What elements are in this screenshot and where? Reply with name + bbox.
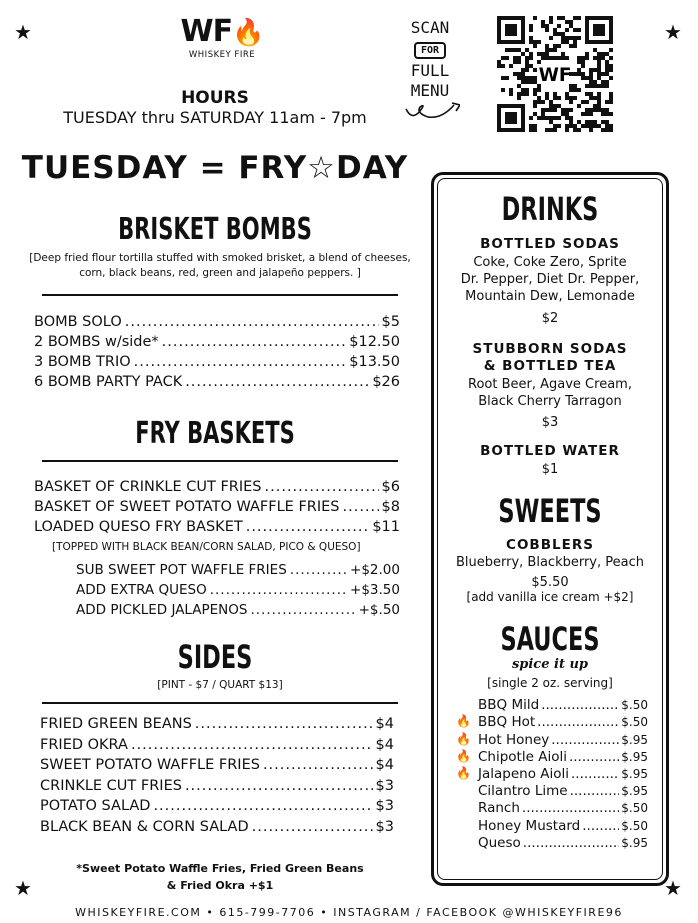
item-name: BBQ Mild (478, 697, 540, 713)
item-name: Ranch (478, 800, 520, 816)
scan-line: FOR (414, 42, 446, 59)
item-price: $.95 (621, 836, 648, 850)
item-name: Queso (478, 835, 521, 851)
item-name: BOMB SOLO (34, 314, 122, 330)
sweets-price: $5.50 (531, 575, 569, 590)
addon-item (76, 580, 400, 600)
item-name: FRIED OKRA (40, 737, 128, 753)
star-icon: ★ (14, 20, 32, 44)
drinks-subtitle: BOTTLED WATER (480, 443, 620, 459)
sweets-line: Blueberry, Blackberry, Peach (455, 555, 644, 570)
scan-line: MENU (410, 81, 450, 100)
item-name: Honey Mustard (478, 818, 581, 834)
sauce-item (478, 766, 648, 783)
sauce-item (478, 732, 648, 749)
item-price: $5 (381, 314, 400, 330)
section-title-drinks: DRINKS (501, 190, 599, 228)
flame-icon: 🔥 (456, 749, 471, 763)
drinks-subtitle: & BOTTLED TEA (483, 358, 617, 374)
drinks-price: $1 (541, 462, 559, 477)
flame-icon: 🔥 (456, 766, 471, 780)
addon-item (76, 600, 400, 620)
item-price: $.50 (621, 819, 648, 833)
sauces-note: [single 2 oz. serving] (487, 676, 613, 690)
menu-item (40, 735, 394, 755)
drinks-subtitle: BOTTLED SODAS (480, 236, 620, 252)
item-name: CRINKLE CUT FRIES (40, 778, 182, 794)
item-price: $.50 (621, 698, 648, 712)
sweets-subtitle: COBBLERS (506, 537, 594, 553)
item-price: $.95 (621, 750, 648, 764)
scan-prompt (398, 18, 462, 128)
scan-line: FULL (410, 61, 450, 80)
menu-item (40, 776, 394, 796)
item-name: SWEET POTATO WAFFLE FRIES (40, 757, 260, 773)
item-name: Hot Honey (478, 732, 550, 748)
brisket-description: corn, black beans, red, green and jalapeño peppers. ] (79, 267, 361, 279)
item-price: +$3.50 (350, 582, 400, 598)
item-price: $.95 (621, 733, 648, 747)
drinks-price: $3 (541, 415, 559, 430)
sauce-item (478, 697, 648, 714)
item-name: SUB SWEET POT WAFFLE FRIES (76, 562, 287, 578)
item-name: FRIED GREEN BEANS (40, 716, 192, 732)
item-name: BBQ Hot (478, 714, 536, 730)
star-icon: ★ (14, 876, 32, 900)
item-name: BASKET OF CRINKLE CUT FRIES (34, 479, 262, 495)
star-icon: ★ (664, 20, 682, 44)
section-title-sweets: SWEETS (498, 492, 602, 530)
menu-item (34, 497, 400, 517)
headline: TUESDAY = FRY☆DAY (21, 150, 409, 186)
sauce-item (478, 783, 648, 800)
drinks-line: Dr. Pepper, Diet Dr. Pepper, (460, 272, 640, 287)
flame-icon: 🔥 (232, 18, 264, 48)
item-name: BASKET OF SWEET POTATO WAFFLE FRIES (34, 499, 340, 515)
item-price: $8 (381, 499, 400, 515)
item-price: $.50 (621, 801, 648, 815)
sweets-note: [add vanilla ice cream +$2] (466, 590, 634, 604)
item-price: $11 (372, 519, 400, 535)
curly-arrow-icon (400, 101, 460, 123)
item-price: $4 (375, 716, 394, 732)
item-price: $3 (375, 778, 394, 794)
item-price: +$2.00 (350, 562, 400, 578)
section-title-brisket: BRISKET BOMBS (118, 212, 312, 247)
item-name: Chipotle Aioli (478, 749, 567, 765)
item-price: $4 (375, 737, 394, 753)
star-icon: ★ (664, 876, 682, 900)
sides-footnote: *Sweet Potato Waffle Fries, Fried Green Beans (76, 862, 364, 875)
drinks-subtitle: STUBBORN SODAS (472, 341, 628, 357)
item-price: $.50 (621, 715, 648, 729)
item-name: 3 BOMB TRIO (34, 354, 131, 370)
menu-item (40, 755, 394, 775)
item-name: POTATO SALAD (40, 798, 151, 814)
divider (42, 702, 398, 704)
brand-logo (176, 16, 268, 61)
item-name: LOADED QUESO FRY BASKET (34, 519, 243, 535)
divider (42, 294, 398, 296)
sauce-item (478, 800, 648, 817)
drinks-line: Coke, Coke Zero, Sprite (473, 255, 627, 270)
item-name: 2 BOMBS w/side* (34, 334, 159, 350)
menu-item (34, 372, 400, 392)
logo-mark: WF (180, 14, 233, 49)
item-price: $26 (372, 374, 400, 390)
footer-contact: WHISKEYFIRE.COM • 615-799-7706 • INSTAGRAM / FACEBOOK @WHISKEYFIRE96 (75, 906, 623, 919)
sauce-item (478, 749, 648, 766)
item-price: $3 (375, 819, 394, 835)
menu-item (34, 352, 400, 372)
section-title-sides: SIDES (177, 638, 253, 676)
addon-item (76, 560, 400, 580)
logo-name: WHISKEY FIRE (188, 50, 256, 60)
menu-item (34, 312, 400, 332)
sauce-item (478, 818, 648, 835)
sides-sizes: [PINT - $7 / QUART $13] (157, 679, 283, 691)
fry-basket-note: [TOPPED WITH BLACK BEAN/CORN SALAD, PICO & QUESO] (52, 541, 361, 553)
item-name: BLACK BEAN & CORN SALAD (40, 819, 249, 835)
drinks-line: Black Cherry Tarragon (478, 394, 622, 409)
menu-item (34, 517, 400, 537)
item-price: $4 (375, 757, 394, 773)
flame-icon: 🔥 (456, 714, 471, 728)
hours-title: HOURS (181, 88, 249, 108)
item-price: $3 (375, 798, 394, 814)
sauce-item (478, 714, 648, 731)
item-price: $6 (381, 479, 400, 495)
brisket-description: [Deep fried flour tortilla stuffed with smoked brisket, a blend of cheeses, (29, 252, 411, 264)
svg-text:WF: WF (538, 65, 572, 87)
item-name: ADD EXTRA QUESO (76, 582, 207, 598)
item-price: +$.50 (358, 602, 400, 618)
item-price: $13.50 (349, 354, 400, 370)
flame-icon: 🔥 (456, 732, 471, 746)
menu-item (40, 796, 394, 816)
drinks-price: $2 (541, 311, 559, 326)
item-price: $12.50 (349, 334, 400, 350)
item-price: $.95 (621, 767, 648, 781)
item-name: 6 BOMB PARTY PACK (34, 374, 183, 390)
section-title-sauces: SAUCES (500, 620, 600, 658)
scan-line: SCAN (410, 18, 450, 37)
drinks-line: Mountain Dew, Lemonade (465, 289, 635, 304)
menu-item (40, 817, 394, 837)
qr-code-icon[interactable] (497, 16, 613, 132)
sides-footnote: & Fried Okra +$1 (166, 879, 274, 892)
item-name: Jalapeno Aioli (478, 766, 570, 782)
menu-item (34, 477, 400, 497)
menu-item (40, 714, 394, 734)
menu-item (34, 332, 400, 352)
sauces-tagline: spice it up (511, 657, 589, 672)
item-name: Cilantro Lime (478, 783, 568, 799)
item-name: ADD PICKLED JALAPENOS (76, 602, 248, 618)
hours-time: TUESDAY thru SATURDAY 11am - 7pm (63, 108, 367, 127)
sauce-item (478, 835, 648, 852)
drinks-line: Root Beer, Agave Cream, (468, 377, 632, 392)
item-price: $.95 (621, 784, 648, 798)
divider (42, 460, 398, 462)
section-title-fry-baskets: FRY BASKETS (135, 416, 295, 451)
